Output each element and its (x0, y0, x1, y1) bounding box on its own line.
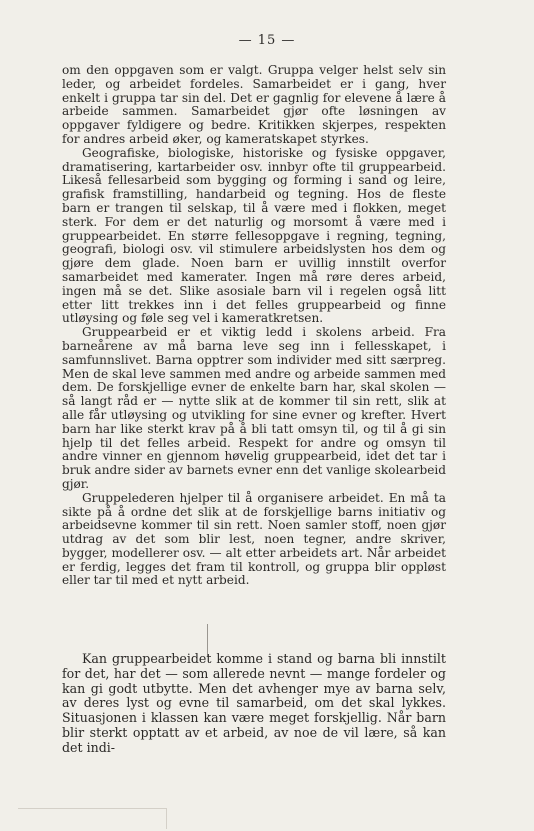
upper-text-block (62, 64, 446, 588)
paragraph: om den oppgaven som er valgt. Gruppa velger helst selv sin leder, og arbeidet fordeles. Samarbeidet er i gang, hver enkelt i gruppa tar sin del. Det er gagnlig for elevene å lære å arbeide sammen. Samarbeidet gjør ofte løsningen av oppgaver fyldigere og bedre. Kritikken skjerpes, respekten for andres arbeid øker, og kameratskapet styrkes. (62, 63, 446, 146)
paragraph: Geografiske, biologiske, historiske og fysiske oppgaver, dramatisering, kartarbeider osv. innbyr ofte til gruppearbeid. Likeså fellesarbeid som bygging og forming i sand og leire, grafisk framstilling, handarbeid og tegning. Hos de fleste barn er trangen til selskap, til å være med i flokken, meget sterk. For dem er det naturlig og morsomt å være med i gruppearbeidet. En større fellesoppgave i regning, tegning, geografi, biologi osv. vil stimulere arbeidslysten hos dem og gjøre dem glade. Noen barn er uvillig innstilt overfor samarbeidet med kamerater. Ingen må røre deres arbeid, ingen må se det. Slike asosiale barn vil i regelen også litt etter litt trekkes inn i det felles gruppearbeid og finne utløysing og føle seg vel i kameratkretsen. (62, 145, 446, 326)
paragraph: Gruppearbeid er et viktig ledd i skolens arbeid. Fra barneårene av må barna leve seg inn i fellesskapet, i samfunnslivet. Barna opptrer som individer med sitt særpreg. Men de skal leve sammen med andre og arbeide sammen med dem. De forskjellige evner de enkelte barn har, skal skolen — så langt råd er — nytte slik at de kommer til sin rett, slik at alle får utløysing og utvikling for sine evner og krefter. Hvert barn har like sterkt krav på å bli tatt omsyn til, og til å gi sin hjelp til det felles arbeid. Respekt for andre og omsyn til andre vinner en gjennom høvelig gruppearbeid, idet det tar i bruk andre sider av barnets evner enn det vanlige skolearbeid gjør. (62, 325, 446, 491)
page-edge-mark (18, 808, 167, 829)
paragraph: Kan gruppearbeidet komme i stand og barna bli innstilt for det, har det — som allerede nevnt — mange fordeler og kan gi godt utbytte. Men det avhenger mye av barna selv, av deres lyst og evne til samarbeid, om det skal lykkes. Situasjonen i klassen kan være meget forskjellig. Når barn blir sterkt opptatt av et arbeid, av noe de vil lære, så kan det indi- (62, 651, 446, 755)
lower-text-block (62, 652, 446, 756)
paragraph: Gruppelederen hjelper til å organisere arbeidet. En må ta sikte på å ordne det slik at de forskjellige barns initiativ og arbeidsevne kommer til sin rett. Noen samler stoff, noen gjør utdrag av det som blir lest, noen tegner, andre skriver, bygger, modellerer osv. — alt etter arbeidets art. Når arbeidet er ferdig, legges det fram til kontroll, og gruppa blir oppløst eller tar til med et nytt arbeid. (62, 490, 446, 588)
page-number: — 15 — (238, 33, 296, 48)
